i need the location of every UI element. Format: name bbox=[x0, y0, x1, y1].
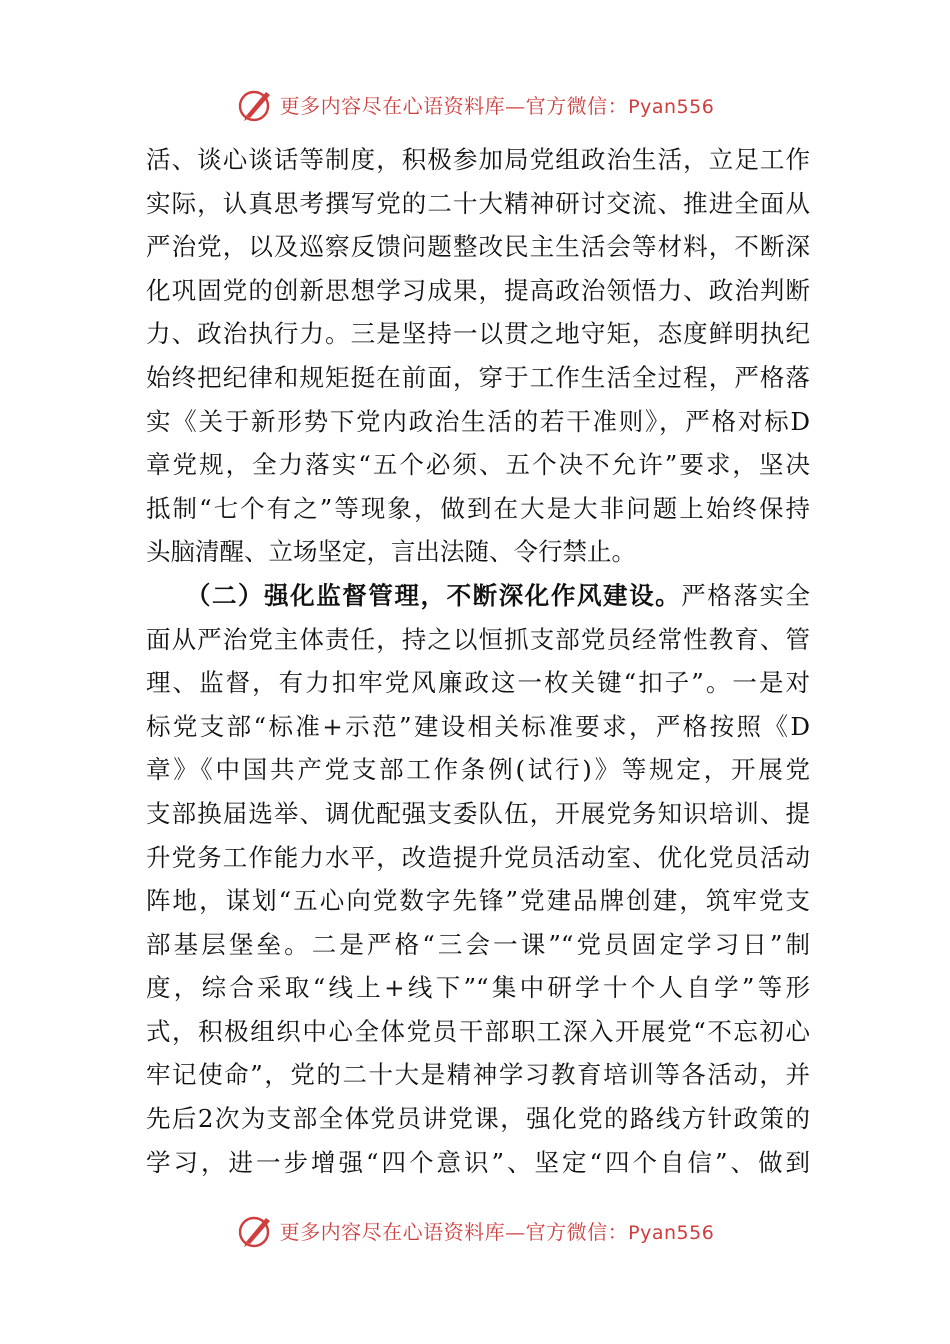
text-line bbox=[146, 705, 810, 749]
line-text: 章》《中国共产党支部工作条例(试行)》等规定，开展党 bbox=[146, 755, 810, 785]
text-line bbox=[146, 225, 810, 269]
text-line bbox=[146, 836, 810, 880]
line-text: 化巩固党的创新思想学习成果，提高政治领悟力、政治判断 bbox=[146, 275, 810, 305]
line-text: 牢记使命”，党的二十大是精神学习教育培训等各活动，并 bbox=[146, 1060, 810, 1090]
text-line bbox=[146, 312, 810, 356]
line-text: 抵制“七个有之”等现象，做到在大是大非问题上始终保持 bbox=[146, 493, 810, 523]
watermark-banner-top bbox=[0, 82, 950, 126]
text-line bbox=[146, 530, 810, 574]
text-line bbox=[146, 661, 810, 705]
line-text: 度，综合采取“线上+线下”“集中研学十个人自学”等形 bbox=[146, 973, 810, 1003]
line-text: 升党务工作能力水平，改造提升党员活动室、优化党员活动 bbox=[146, 842, 810, 872]
text-line bbox=[146, 356, 810, 400]
text-line bbox=[146, 400, 810, 444]
line-text: 先后2次为支部全体党员讲党课，强化党的路线方针政策的 bbox=[146, 1104, 810, 1134]
banner-text: 更多内容尽在心语资料库—官方微信：Pyan556 bbox=[279, 93, 715, 118]
banner-wechat-id: Pyan556 bbox=[628, 1221, 715, 1244]
section-heading: （二）强化监督管理，不断深化作风建设。 bbox=[146, 580, 682, 610]
line-text: 部基层堡垒。二是严格“三会一课”“党员固定学习日”制 bbox=[146, 929, 810, 959]
banner-wechat-id: Pyan556 bbox=[628, 95, 715, 118]
text-line bbox=[146, 923, 810, 967]
watermark-banner-bottom bbox=[0, 1208, 950, 1252]
line-text: 理、监督，有力扣牢党风廉政这一枚关键“扣子”。一是对 bbox=[146, 668, 810, 698]
line-text: 支部换届选举、调优配强支委队伍，开展党务知识培训、提 bbox=[146, 798, 810, 828]
text-line bbox=[146, 487, 810, 531]
text-line bbox=[146, 966, 810, 1010]
line-text: 式，积极组织中心全体党员干部职工深入开展党“不忘初心 bbox=[146, 1016, 810, 1046]
text-line bbox=[146, 574, 810, 618]
text-line bbox=[146, 792, 810, 836]
line-text: 头脑清醒、立场坚定，言出法随、令行禁止。 bbox=[146, 537, 636, 567]
text-line bbox=[146, 443, 810, 487]
text-line bbox=[146, 1097, 810, 1141]
line-text: 力、政治执行力。三是坚持一以贯之地守矩，态度鲜明执纪 bbox=[146, 319, 810, 349]
line-text: 活、谈心谈话等制度，积极参加局党组政治生活，立足工作 bbox=[146, 145, 810, 174]
pen-logo-icon bbox=[236, 84, 276, 124]
text-line bbox=[146, 1053, 810, 1097]
pen-logo-icon bbox=[236, 1210, 276, 1250]
text-line bbox=[146, 269, 810, 313]
text-line bbox=[146, 879, 810, 923]
text-line bbox=[146, 748, 810, 792]
line-text: 实际，认真思考撰写党的二十大精神研讨交流、推进全面从 bbox=[146, 188, 810, 218]
line-text: 严格落实全 bbox=[681, 580, 810, 610]
text-line bbox=[146, 1141, 810, 1185]
line-text: 学习，进一步增强“四个意识”、坚定“四个自信”、做到 bbox=[146, 1147, 810, 1177]
line-text: 面从严治党主体责任，持之以恒抓支部党员经常性教育、管 bbox=[146, 624, 810, 654]
text-line bbox=[146, 138, 810, 182]
line-text: 始终把纪律和规矩挺在前面，穿于工作生活全过程，严格落 bbox=[146, 362, 810, 392]
text-line bbox=[146, 1010, 810, 1054]
document-body bbox=[146, 138, 810, 1184]
line-text: 严治党，以及巡察反馈问题整改民主生活会等材料，不断深 bbox=[146, 232, 810, 262]
text-line bbox=[146, 182, 810, 226]
line-text: 实《关于新形势下党内政治生活的若干准则》，严格对标D bbox=[146, 406, 810, 436]
banner-text: 更多内容尽在心语资料库—官方微信：Pyan556 bbox=[279, 1219, 715, 1244]
text-line bbox=[146, 618, 810, 662]
line-text: 标党支部“标准+示范”建设相关标准要求，严格按照《D bbox=[146, 711, 810, 741]
line-text: 章党规，全力落实“五个必须、五个决不允许”要求，坚决 bbox=[146, 450, 810, 480]
line-text: 阵地，谋划“五心向党数字先锋”党建品牌创建，筑牢党支 bbox=[146, 886, 810, 916]
